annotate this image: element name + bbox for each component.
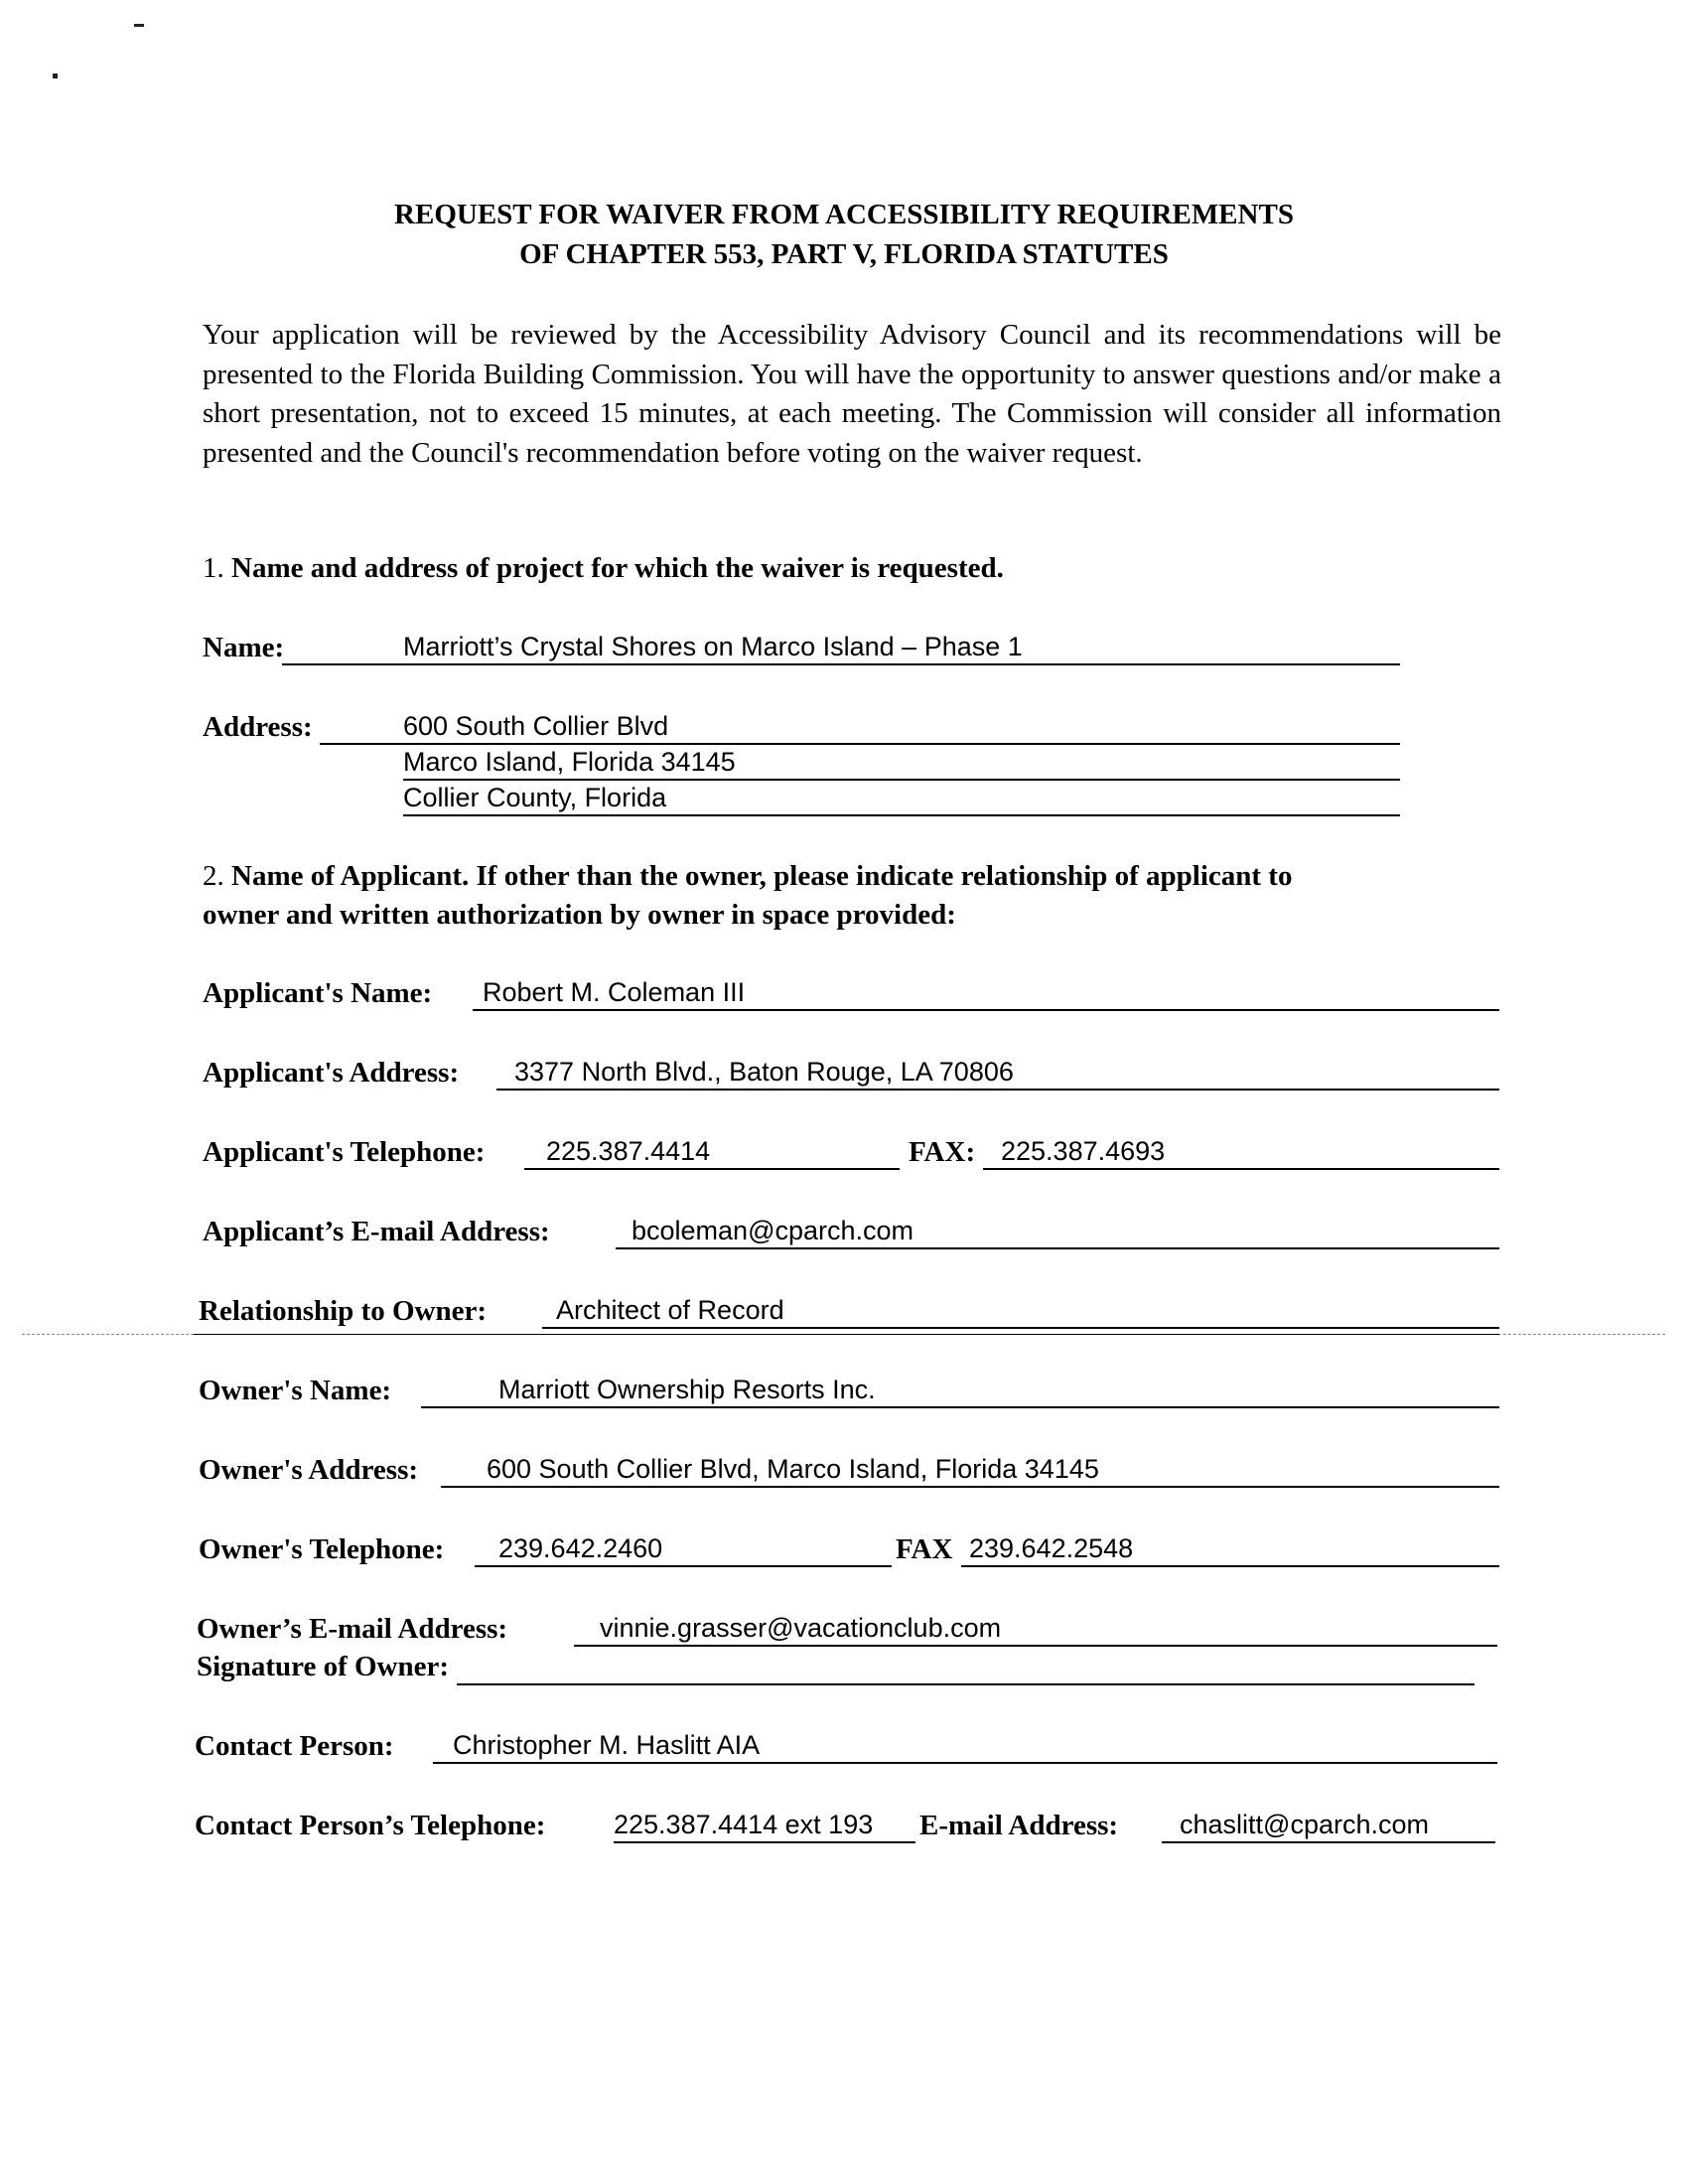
- project-address-underline-3: [403, 814, 1400, 816]
- project-address-underline-2: [403, 779, 1400, 781]
- contact-email-underline: [1162, 1841, 1495, 1843]
- project-name-field[interactable]: Marriott’s Crystal Shores on Marco Island – Phase 1: [403, 632, 1023, 661]
- contact-telephone-underline: [614, 1841, 915, 1843]
- contact-telephone-label: Contact Person’s Telephone:: [195, 1810, 546, 1841]
- applicant-fax-field[interactable]: 225.387.4693: [1001, 1136, 1166, 1166]
- document-title-line-1: REQUEST FOR WAIVER FROM ACCESSIBILITY REQUIREMENTS: [394, 199, 1294, 230]
- project-address-line-3[interactable]: Collier County, Florida: [403, 783, 667, 812]
- page-divider: [194, 1334, 1499, 1335]
- applicant-telephone-field[interactable]: 225.387.4414: [546, 1136, 711, 1166]
- scan-artifact: [53, 73, 58, 78]
- owner-signature-line[interactable]: [457, 1683, 1475, 1685]
- applicant-name-underline: [473, 1009, 1499, 1011]
- owner-telephone-underline: [475, 1565, 892, 1567]
- applicant-email-underline: [616, 1247, 1499, 1249]
- relationship-underline: [542, 1327, 1499, 1329]
- document-title-line-2: OF CHAPTER 553, PART V, FLORIDA STATUTES: [519, 238, 1169, 270]
- section-1-heading: [203, 552, 1004, 585]
- owner-name-underline: [421, 1406, 1499, 1408]
- project-name-label: Name:: [203, 632, 285, 663]
- applicant-name-field[interactable]: Robert M. Coleman III: [483, 977, 746, 1007]
- relationship-field[interactable]: Architect of Record: [556, 1295, 784, 1325]
- owner-address-label: Owner's Address:: [199, 1454, 419, 1486]
- project-address-line-1[interactable]: 600 South Collier Blvd: [403, 711, 669, 741]
- applicant-telephone-label: Applicant's Telephone:: [203, 1136, 486, 1168]
- owner-email-field[interactable]: vinnie.grasser@vacationclub.com: [600, 1613, 1002, 1643]
- applicant-address-label: Applicant's Address:: [203, 1057, 460, 1089]
- section-2-heading-line-1: [203, 860, 1292, 893]
- contact-person-field[interactable]: Christopher M. Haslitt AIA: [453, 1730, 761, 1760]
- applicant-address-field[interactable]: 3377 North Blvd., Baton Rouge, LA 70806: [514, 1057, 1014, 1087]
- owner-signature-label: Signature of Owner:: [197, 1651, 450, 1682]
- owner-fax-field[interactable]: 239.642.2548: [969, 1533, 1134, 1563]
- applicant-name-label: Applicant's Name:: [203, 977, 433, 1009]
- contact-email-label: E-mail Address:: [919, 1810, 1119, 1841]
- section-1-number: 1.: [203, 552, 224, 584]
- project-address-underline-1: [320, 743, 1400, 745]
- owner-address-field[interactable]: 600 South Collier Blvd, Marco Island, Florida 34145: [487, 1454, 1099, 1484]
- owner-telephone-field[interactable]: 239.642.2460: [498, 1533, 663, 1563]
- owner-fax-label: FAX: [896, 1533, 953, 1565]
- applicant-telephone-underline: [524, 1168, 900, 1170]
- section-2-heading-line-2: owner and written authorization by owner in space provided:: [203, 899, 956, 931]
- owner-email-underline: [574, 1645, 1497, 1647]
- contact-person-label: Contact Person:: [195, 1730, 394, 1762]
- scan-artifact: [134, 24, 144, 27]
- contact-telephone-field[interactable]: 225.387.4414 ext 193: [614, 1810, 874, 1839]
- project-address-line-2[interactable]: Marco Island, Florida 34145: [403, 747, 736, 777]
- project-address-label: Address:: [203, 711, 313, 743]
- section-2-number: 2.: [203, 860, 224, 892]
- relationship-label: Relationship to Owner:: [199, 1295, 487, 1327]
- owner-email-label: Owner’s E-mail Address:: [197, 1613, 508, 1645]
- applicant-fax-underline: [983, 1168, 1499, 1170]
- contact-person-underline: [433, 1762, 1497, 1764]
- section-1-title: Name and address of project for which the waiver is requested.: [231, 552, 1004, 584]
- owner-name-field[interactable]: Marriott Ownership Resorts Inc.: [498, 1375, 876, 1404]
- owner-telephone-label: Owner's Telephone:: [199, 1533, 445, 1565]
- owner-fax-underline: [961, 1565, 1499, 1567]
- applicant-fax-label: FAX:: [909, 1136, 976, 1168]
- applicant-email-field[interactable]: bcoleman@cparch.com: [632, 1216, 914, 1245]
- section-2-title: Name of Applicant. If other than the owner, please indicate relationship of applicant to: [231, 860, 1293, 892]
- applicant-address-underline: [496, 1089, 1499, 1091]
- applicant-email-label: Applicant’s E-mail Address:: [203, 1216, 550, 1247]
- owner-name-label: Owner's Name:: [199, 1375, 392, 1406]
- intro-paragraph: Your application will be reviewed by the Accessibility Advisory Council and its recommendations will be presented to the Florida Building Commission. You will have the opportunity to answer questions and/or make a short presentation, not to exceed 15 minutes, at each meeting. The Commission will consider all information presented and the Council's recommendation before voting on the waiver request.: [203, 319, 1501, 469]
- contact-email-field[interactable]: chaslitt@cparch.com: [1180, 1810, 1429, 1839]
- owner-address-underline: [441, 1486, 1499, 1488]
- project-name-underline: [282, 663, 1400, 665]
